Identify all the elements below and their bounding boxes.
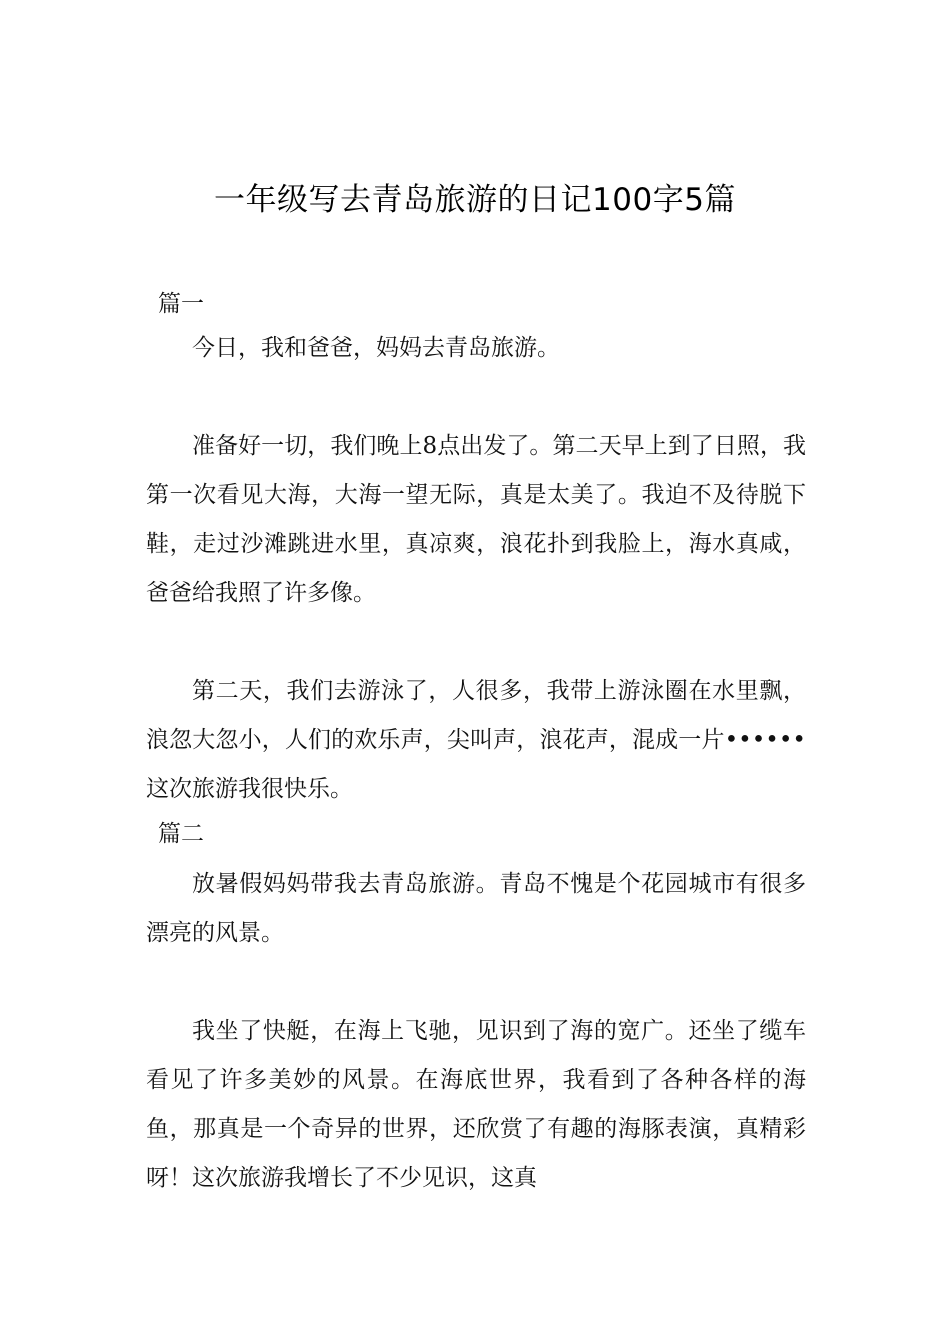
- section-heading: 篇一: [158, 291, 204, 317]
- paragraph-gap: [146, 958, 806, 1007]
- section-heading: 篇二: [158, 821, 204, 847]
- section-2: [146, 814, 806, 1203]
- paragraph: 放暑假妈妈带我去青岛旅游。青岛不愧是个花园城市有很多漂亮的风景。: [146, 871, 806, 946]
- section-1: [146, 284, 806, 814]
- paragraph: 我坐了快艇，在海上飞驰，见识到了海的宽广。还坐了缆车看见了许多美妙的风景。在海底世界，我看到了各种各样的海鱼，那真是一个奇异的世界，还欣赏了有趣的海豚表演，真精彩呀！这次旅游我增长了不少见识，这真: [146, 1018, 806, 1191]
- paragraph: 第二天，我们去游泳了，人很多，我带上游泳圈在水里飘，浪忽大忽小，人们的欢乐声，尖叫声，浪花声，混成一片••••••这次旅游我很快乐。: [146, 678, 806, 802]
- document-title: 一年级写去青岛旅游的日记100字5篇: [214, 182, 736, 218]
- paragraph: 准备好一切，我们晚上8点出发了。第二天早上到了日照，我第一次看见大海，大海一望无际，真是太美了。我迫不及待脱下鞋，走过沙滩跳进水里，真凉爽，浪花扑到我脸上，海水真咸，爸爸给我照了许多像。: [146, 433, 806, 606]
- document-body: [146, 284, 806, 1203]
- paragraph-gap: [146, 618, 806, 667]
- paragraph: 今日，我和爸爸，妈妈去青岛旅游。: [192, 335, 560, 361]
- paragraph-gap: [146, 373, 806, 422]
